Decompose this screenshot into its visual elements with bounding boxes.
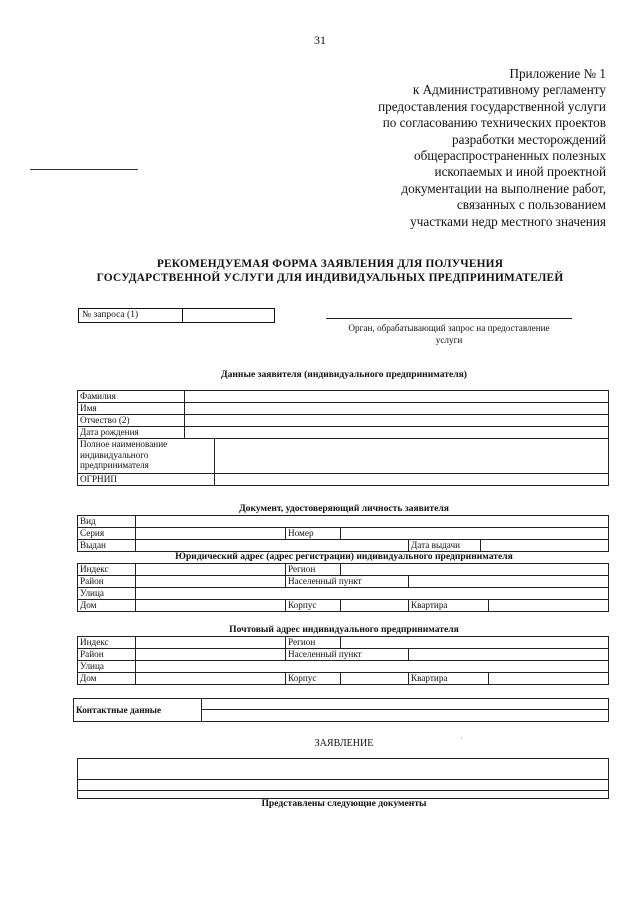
scan-mark: · (460, 734, 463, 743)
postal-house-label: Дом (78, 673, 136, 685)
birth-date-field[interactable] (185, 427, 609, 439)
doc-number-label: Номер (286, 528, 341, 540)
table-row (78, 673, 609, 685)
postal-region-field[interactable] (341, 637, 609, 649)
request-number-label: № запроса (1) (79, 309, 183, 322)
organ-field-line[interactable] (326, 318, 572, 319)
doc-issued-label: Выдан (78, 540, 136, 552)
table-row (78, 759, 609, 780)
legal-index-field[interactable] (136, 564, 286, 576)
statement-field-2[interactable] (78, 780, 609, 791)
first-name-field[interactable] (185, 403, 609, 415)
table-row (78, 427, 609, 439)
postal-district-label: Район (78, 649, 136, 661)
postal-apartment-field[interactable] (489, 673, 609, 685)
first-name-label: Имя (78, 403, 185, 415)
form-title-line-1: РЕКОМЕНДУЕМАЯ ФОРМА ЗАЯВЛЕНИЯ ДЛЯ ПОЛУЧЕНИЯ (156, 258, 504, 270)
appendix-line: по согласованию технических проектов (382, 115, 606, 131)
table-row (78, 439, 609, 474)
table-row (78, 516, 609, 528)
table-row (74, 699, 609, 710)
doc-kind-label: Вид (78, 516, 136, 528)
postal-address-table (77, 636, 609, 685)
doc-number-field[interactable] (341, 528, 609, 540)
request-number-box (78, 308, 275, 323)
applicant-table (77, 390, 609, 486)
postal-index-field[interactable] (136, 637, 286, 649)
legal-street-field[interactable] (136, 588, 609, 600)
form-title-line-2: ГОСУДАРСТВЕННОЙ УСЛУГИ ДЛЯ ИНДИВИДУАЛЬНЫХ ПРЕДПРИНИМАТЕЛЕЙ (96, 272, 564, 284)
postal-street-field[interactable] (136, 661, 609, 673)
identity-section-title: Документ, удостоверяющий личность заявителя (239, 503, 449, 514)
table-row (78, 528, 609, 540)
doc-issued-field[interactable] (136, 540, 409, 552)
legal-street-label: Улица (78, 588, 136, 600)
postal-address-section-title: Почтовый адрес индивидуального предпринимателя (229, 624, 459, 635)
table-row (78, 474, 609, 486)
table-row (78, 540, 609, 552)
surname-label: Фамилия (78, 391, 185, 403)
appendix-line: общераспространенных полезных (414, 148, 606, 164)
table-row (78, 780, 609, 791)
legal-index-label: Индекс (78, 564, 136, 576)
statement-title: ЗАЯВЛЕНИЕ (314, 738, 374, 749)
doc-issue-date-field[interactable] (481, 540, 609, 552)
form-title (60, 257, 600, 285)
postal-locality-label: Населенный пункт (286, 649, 409, 661)
legal-building-field[interactable] (341, 600, 409, 612)
appendix-line: разработки месторождений (451, 131, 606, 147)
legal-building-label: Корпус (286, 600, 341, 612)
legal-address-section-title: Юридический адрес (адрес регистрации) индивидуального предпринимателя (175, 551, 513, 562)
legal-address-table (77, 563, 609, 612)
table-row (78, 391, 609, 403)
appendix-line: Приложение № 1 (509, 66, 606, 81)
postal-house-field[interactable] (136, 673, 286, 685)
contacts-table (73, 698, 609, 722)
table-row (78, 661, 609, 673)
applicant-section-title: Данные заявителя (индивидуального предпринимателя) (221, 369, 467, 380)
legal-region-label: Регион (286, 564, 341, 576)
table-row (78, 637, 609, 649)
contacts-field-2[interactable] (202, 709, 609, 721)
doc-series-label: Серия (78, 528, 136, 540)
organ-caption-line-2: услуги (435, 335, 463, 345)
appendix-line: документации на выполнение работ, (401, 180, 606, 196)
documents-title: Представлены следующие документы (261, 798, 427, 809)
table-row (78, 576, 609, 588)
table-row (78, 564, 609, 576)
postal-building-label: Корпус (286, 673, 341, 685)
legal-district-field[interactable] (136, 576, 286, 588)
full-name-field[interactable] (215, 439, 609, 474)
contacts-field-1[interactable] (202, 699, 609, 710)
postal-locality-field[interactable] (409, 649, 609, 661)
postal-street-label: Улица (78, 661, 136, 673)
appendix-line: ископаемых и иной проектной (434, 164, 606, 180)
full-name-label: Полное наименование индивидуального предпринимателя (78, 439, 215, 474)
table-row (78, 588, 609, 600)
postal-building-field[interactable] (341, 673, 409, 685)
page-number: 31 (314, 33, 326, 47)
doc-issue-date-label: Дата выдачи (409, 540, 481, 552)
identity-table (77, 515, 609, 552)
legal-house-label: Дом (78, 600, 136, 612)
contacts-label: Контактные данные (74, 699, 202, 722)
table-row (78, 403, 609, 415)
postal-district-field[interactable] (136, 649, 286, 661)
patronymic-field[interactable] (185, 415, 609, 427)
legal-locality-label: Населенный пункт (286, 576, 409, 588)
postal-region-label: Регион (286, 637, 341, 649)
request-number-field[interactable] (183, 309, 274, 322)
table-row (78, 600, 609, 612)
ogrnip-field[interactable] (215, 474, 609, 486)
doc-kind-field[interactable] (136, 516, 609, 528)
appendix-line: к Административному регламенту (412, 82, 606, 98)
ogrnip-label: ОГРНИП (78, 474, 215, 486)
postal-apartment-label: Квартира (409, 673, 489, 685)
legal-apartment-label: Квартира (409, 600, 489, 612)
appendix-line: предоставления государственной услуги (378, 98, 606, 114)
table-row (78, 649, 609, 661)
appendix-header (286, 66, 606, 230)
statement-field-1[interactable] (78, 759, 609, 780)
legal-district-label: Район (78, 576, 136, 588)
table-row (78, 415, 609, 427)
statement-table (77, 758, 609, 799)
legal-apartment-field[interactable] (489, 600, 609, 612)
legal-house-field[interactable] (136, 600, 286, 612)
appendix-line: связанных с пользованием (456, 197, 606, 213)
birth-date-label: Дата рождения (78, 427, 185, 439)
surname-field[interactable] (185, 391, 609, 403)
divider (30, 169, 138, 170)
organ-caption-line-1: Орган, обрабатывающий запрос на предоставление (348, 323, 550, 333)
appendix-line: участками недр местного значения (410, 213, 606, 229)
postal-index-label: Индекс (78, 637, 136, 649)
legal-locality-field[interactable] (409, 576, 609, 588)
legal-region-field[interactable] (341, 564, 609, 576)
doc-series-field[interactable] (136, 528, 286, 540)
organ-caption (318, 322, 580, 346)
patronymic-label: Отчество (2) (78, 415, 185, 427)
